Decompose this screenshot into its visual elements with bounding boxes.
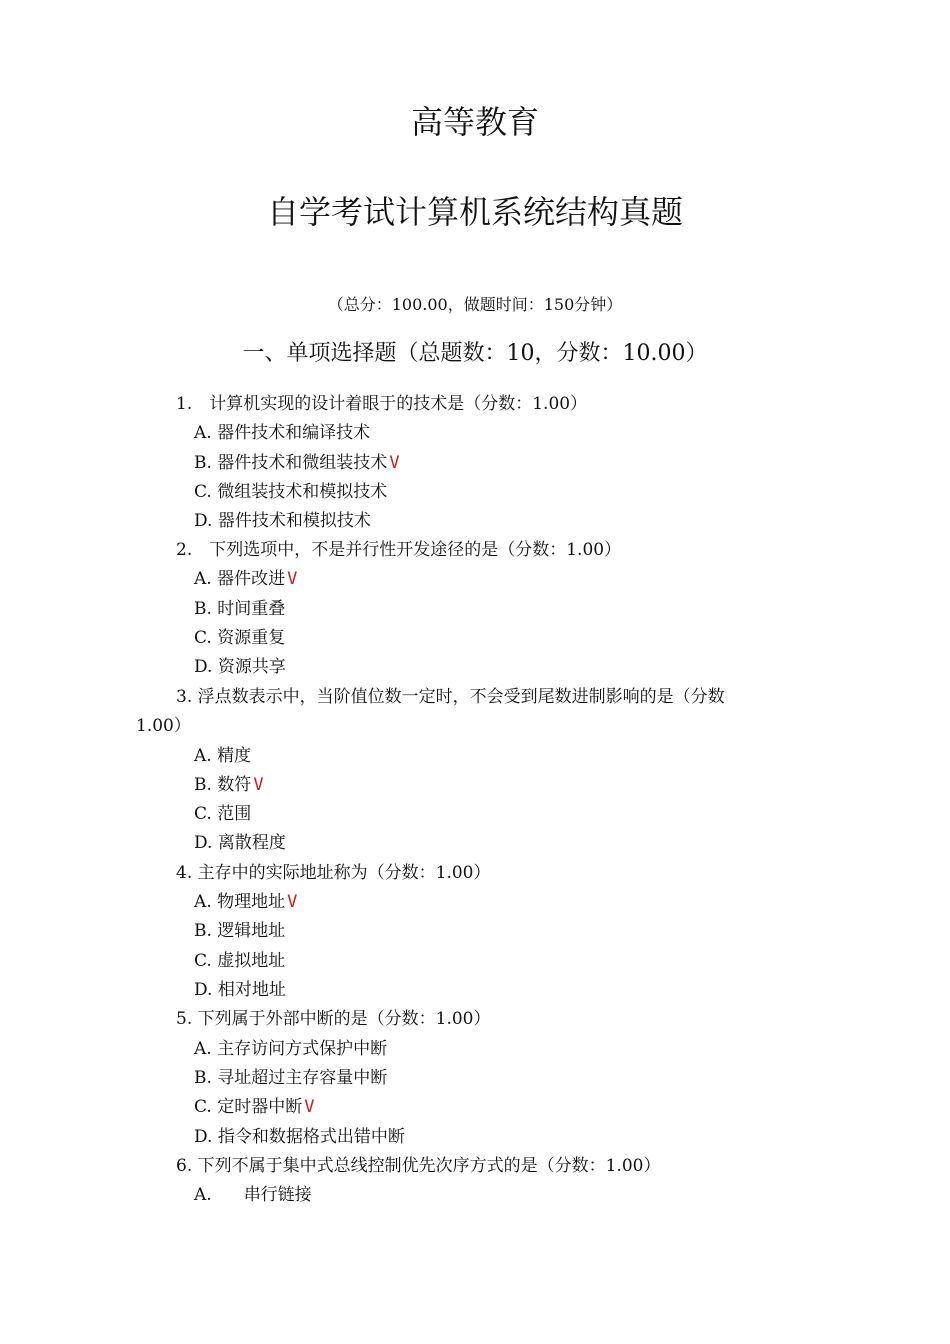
option-text: C. 虚拟地址: [194, 951, 286, 971]
option-text: A. 器件改进: [194, 569, 286, 589]
option-text: D. 离散程度: [194, 833, 286, 853]
question-4-stem: 4. 主存中的实际地址称为（分数：1.00）: [176, 863, 491, 883]
option-text: A. 精度: [194, 746, 252, 766]
option-label: A.: [194, 1185, 212, 1205]
option-text: C. 微组装技术和模拟技术: [194, 482, 388, 502]
question-4-option-a: [194, 890, 297, 914]
option-text: A. 物理地址: [194, 892, 286, 912]
question-5-option-a: [194, 1037, 389, 1061]
question-1-option-c: [194, 480, 389, 504]
question-3-option-a: [194, 744, 253, 768]
option-text: B. 逻辑地址: [194, 921, 286, 941]
option-text: D. 相对地址: [194, 980, 286, 1000]
question-1-option-a: [194, 421, 372, 445]
option-text: B. 器件技术和微组装技术: [194, 453, 388, 473]
question-5-option-d: [194, 1125, 407, 1149]
question-2-option-d: [194, 655, 288, 679]
question-2-option-b: [194, 597, 287, 621]
document-title-line2: 自学考试计算机系统结构真题: [266, 193, 683, 231]
answer-mark: V: [389, 453, 400, 473]
question-3-option-d: [194, 831, 288, 855]
option-text: B. 寻址超过主存容量中断: [194, 1068, 388, 1088]
question-1-stem: 1. 计算机实现的设计着眼于的技术是（分数：1.00）: [176, 394, 588, 414]
answer-mark: V: [304, 1097, 315, 1117]
question-1-option-d: [194, 509, 373, 533]
question-4-option-d: [194, 978, 288, 1002]
question-2-stem: 2. 下列选项中，不是并行性开发途径的是（分数：1.00）: [176, 540, 622, 560]
question-6-option-a: [194, 1183, 314, 1207]
answer-mark: V: [287, 569, 298, 589]
option-text: D. 指令和数据格式出错中断: [194, 1127, 405, 1147]
option-text: B. 时间重叠: [194, 599, 286, 619]
question-1-option-b: [194, 451, 400, 475]
option-text: C. 定时器中断: [194, 1097, 303, 1117]
option-text: C. 资源重复: [194, 628, 286, 648]
option-text: D. 器件技术和模拟技术: [194, 511, 371, 531]
question-5-option-c: [194, 1095, 314, 1119]
question-6-stem: 6. 下列不属于集中式总线控制优先次序方式的是（分数：1.00）: [176, 1156, 661, 1176]
question-3-stem-continuation: 1.00）: [136, 716, 191, 736]
question-3-stem: 3. 浮点数表示中，当阶值位数一定时，不会受到尾数进制影响的是（分数: [176, 687, 725, 707]
answer-mark: V: [253, 775, 264, 795]
question-3-option-b: [194, 773, 264, 797]
section-title: 一、单项选择题（总题数：10，分数：10.00）: [242, 341, 708, 366]
option-text: 串行链接: [243, 1185, 312, 1205]
option-text: B. 数符: [194, 775, 252, 795]
question-4-option-b: [194, 919, 287, 943]
question-2-option-c: [194, 626, 287, 650]
option-text: A. 主存访问方式保护中断: [194, 1039, 388, 1059]
question-3-option-c: [194, 802, 253, 826]
option-text: A. 器件技术和编译技术: [194, 423, 371, 443]
exam-meta: （总分：100.00，做题时间：150分钟）: [327, 295, 623, 314]
answer-mark: V: [287, 892, 298, 912]
question-5-stem: 5. 下列属于外部中断的是（分数：1.00）: [176, 1009, 491, 1029]
question-2-option-a: [194, 567, 297, 591]
document-title-line1: 高等教育: [410, 103, 539, 141]
question-4-option-c: [194, 949, 287, 973]
question-5-option-b: [194, 1066, 389, 1090]
option-text: C. 范围: [194, 804, 252, 824]
option-text: D. 资源共享: [194, 657, 286, 677]
